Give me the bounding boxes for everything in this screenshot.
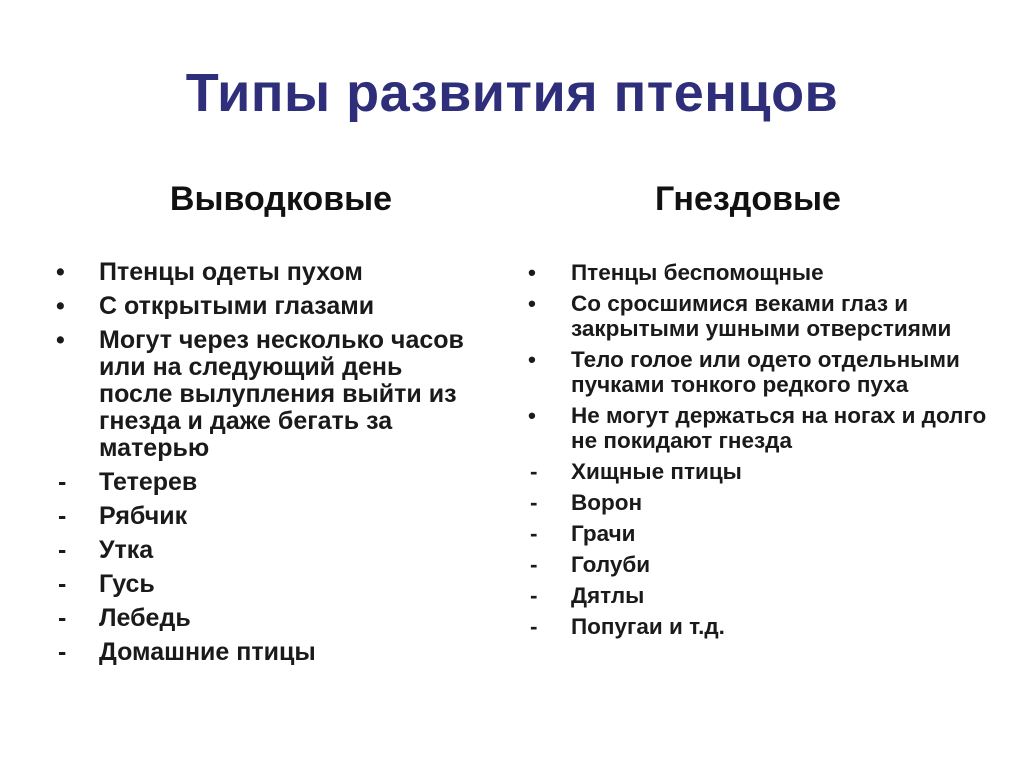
left-column-list [56, 259, 476, 673]
left-bullet-text: Птенцы одеты пухом [99, 258, 363, 286]
left-example-text: Утка [99, 536, 154, 564]
left-example-item [56, 605, 476, 632]
right-example-text: Хищные птицы [571, 459, 742, 484]
bullet-marker: • [56, 258, 65, 286]
dash-marker: - [58, 536, 67, 564]
right-example-item [528, 490, 998, 515]
right-example-text: Грачи [571, 521, 636, 546]
dash-marker: - [58, 468, 67, 496]
left-example-item [56, 503, 476, 530]
bullet-marker: • [528, 260, 536, 285]
right-example-text: Дятлы [571, 583, 645, 608]
left-example-text: Тетерев [99, 468, 198, 496]
dash-marker: - [530, 521, 538, 546]
right-bullet-text: Тело голое или одето отдельными пучками тонкого редкого пуха [571, 347, 960, 397]
right-bullet-item [528, 347, 971, 397]
left-example-item [56, 639, 476, 666]
left-example-item [56, 469, 476, 496]
bullet-marker: • [528, 291, 536, 316]
right-example-item [528, 521, 998, 546]
right-bullet-text: Не могут держаться на ногах и долго не покидают гнезда [571, 403, 987, 453]
left-bullet-text: Могут через несколько часов или на следующий день после вылупления выйти из гнезда и даже бегать за матерью [99, 326, 464, 462]
right-example-text: Попугаи и т.д. [571, 614, 725, 639]
dash-marker: - [58, 502, 67, 530]
left-example-item [56, 537, 476, 564]
left-bullet-item [56, 259, 459, 286]
bullet-marker: • [528, 347, 536, 372]
bullet-marker: • [56, 292, 65, 320]
left-column-heading: Выводковые [169, 180, 393, 218]
left-example-text: Лебедь [99, 604, 191, 632]
dash-marker: - [530, 552, 538, 577]
dash-marker: - [530, 583, 538, 608]
left-bullet-text: С открытыми глазами [99, 292, 375, 320]
dash-marker: - [530, 614, 538, 639]
right-example-text: Ворон [571, 490, 643, 515]
right-example-item [528, 459, 998, 484]
left-example-text: Домашние птицы [99, 638, 316, 666]
left-bullet-item [56, 327, 465, 462]
right-bullet-item [528, 403, 991, 453]
left-example-text: Гусь [99, 570, 155, 598]
left-bullet-item [56, 293, 459, 320]
dash-marker: - [530, 459, 538, 484]
dash-marker: - [530, 490, 538, 515]
right-column-heading: Гнездовые [655, 180, 841, 218]
bullet-marker: • [528, 403, 536, 428]
dash-marker: - [58, 570, 67, 598]
right-bullet-item [528, 260, 998, 285]
right-bullet-text: Со сросшимися веками глаз и закрытыми ушными отверстиями [571, 291, 952, 341]
right-bullet-text: Птенцы беспомощные [571, 260, 824, 285]
left-example-text: Рябчик [99, 502, 188, 530]
right-example-item [528, 552, 998, 577]
bullet-marker: • [56, 326, 65, 354]
slide-title: Типы развития птенцов [185, 63, 839, 123]
right-bullet-item [528, 291, 971, 341]
right-example-text: Голуби [571, 552, 651, 577]
dash-marker: - [58, 638, 67, 666]
left-example-item [56, 571, 476, 598]
right-example-item [528, 614, 998, 639]
dash-marker: - [58, 604, 67, 632]
right-column-list [528, 260, 998, 645]
right-example-item [528, 583, 998, 608]
